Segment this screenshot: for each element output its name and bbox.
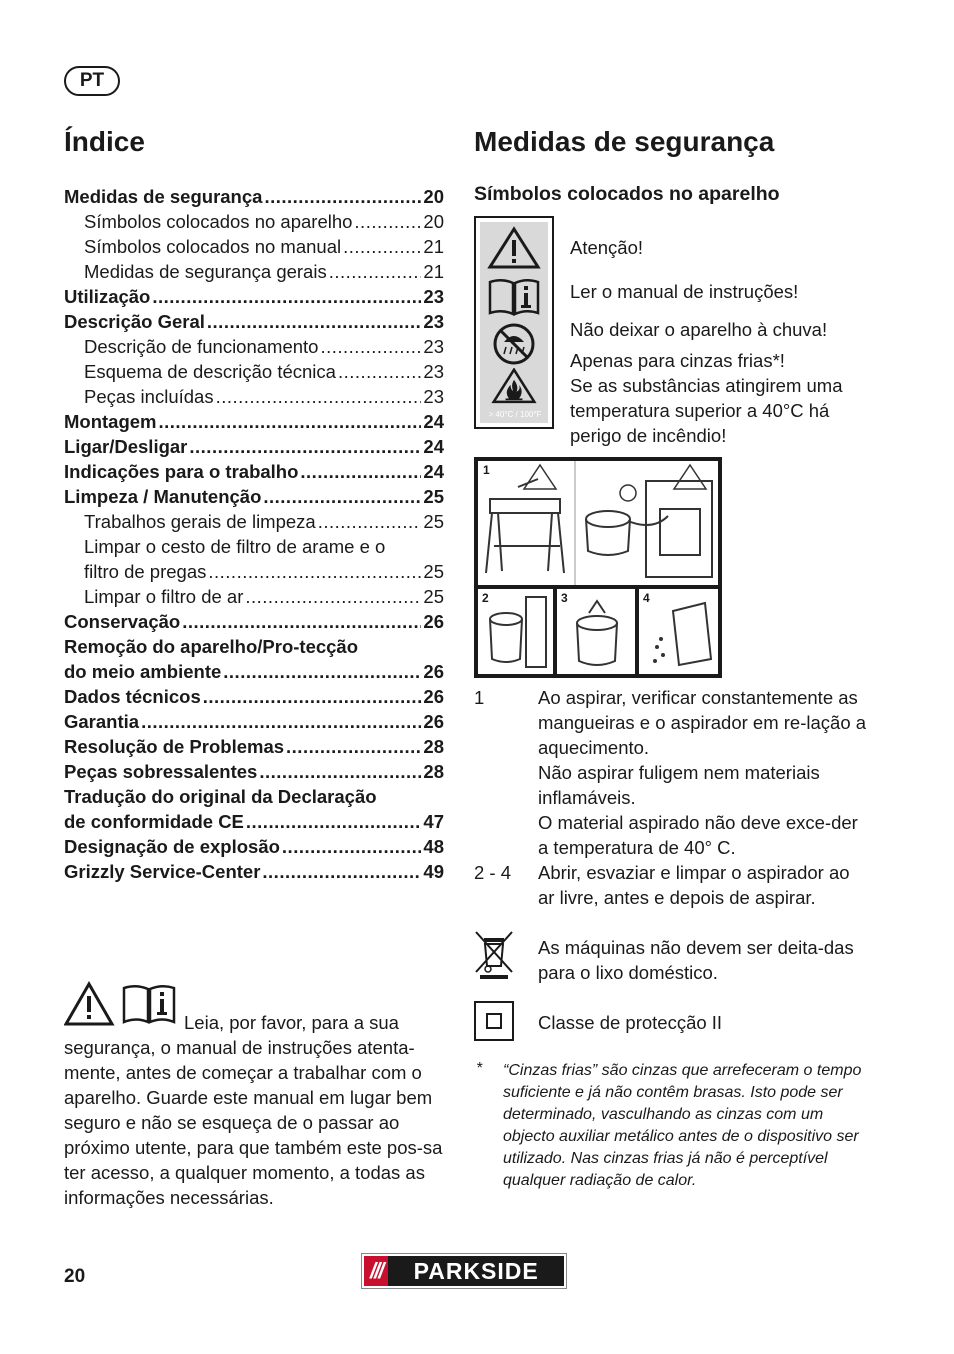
toc-entry-page: 20: [423, 186, 444, 207]
toc-entry: [64, 384, 444, 409]
logo-brand: PARKSIDE: [388, 1256, 564, 1286]
toc-leader-dots: [286, 734, 421, 759]
toc-entry-page: 24: [423, 436, 444, 457]
toc-entry: [64, 284, 444, 309]
toc-entry: [64, 734, 444, 759]
toc-leader-dots: [152, 284, 421, 309]
symbol-text-no-rain: Não deixar o aparelho à chuva!: [570, 319, 828, 340]
toc-entry: [64, 484, 444, 509]
toc-entry-label: Peças sobressalentes: [64, 761, 258, 782]
toc-entry-page: 21: [423, 236, 444, 257]
toc-leader-dots: [203, 684, 422, 709]
toc-entry-page: 25: [423, 486, 444, 507]
toc-entry-label: do meio ambiente: [64, 661, 222, 682]
toc-leader-dots: [245, 584, 421, 609]
toc-entry: [64, 409, 444, 434]
symbol-text-cold-ashes: Apenas para cinzas frias*! Se as substâncias atingirem uma temperatura superior a 40°C há perigo de incêndio!: [570, 350, 843, 446]
toc-entry-page: 26: [423, 661, 444, 682]
toc-entry-page: 26: [423, 611, 444, 632]
toc-entry-page: 20: [423, 211, 444, 232]
toc-title: Índice: [64, 126, 145, 157]
toc-entry: [64, 234, 444, 259]
illustration-panel-4: 4: [639, 589, 718, 674]
toc-entry: [64, 259, 444, 284]
toc-leader-dots: [343, 234, 421, 259]
read-manual-icon: [486, 274, 542, 318]
safety-title: Medidas de segurança: [474, 126, 775, 157]
toc-leader-dots: [320, 334, 421, 359]
toc-entry-page: 25: [423, 511, 444, 532]
toc-entry-label: Tradução do original da Declaração: [64, 786, 377, 807]
crossed-bin-icon: [474, 930, 514, 980]
toc-leader-dots: [246, 809, 422, 834]
illustration-panel-1: 1: [478, 461, 718, 585]
toc-entry-label: Símbolos colocados no manual: [84, 236, 342, 257]
toc-entry-page: 26: [423, 711, 444, 732]
toc-entry-label: Utilização: [64, 286, 151, 307]
toc-entry: [64, 359, 444, 384]
toc-entry-label: Ligar/Desligar: [64, 436, 188, 457]
page-number: 20: [64, 1266, 86, 1287]
toc-entry-label: Medidas de segurança: [64, 186, 263, 207]
toc-entry-label: Grizzly Service-Center: [64, 861, 261, 882]
toc-entry-label: Limpar o filtro de ar: [84, 586, 244, 607]
toc-entry: [64, 534, 444, 559]
toc-entry: [64, 759, 444, 784]
toc-entry-page: 21: [423, 261, 444, 282]
toc-entry-label: Indicações para o trabalho: [64, 461, 299, 482]
toc-entry: [64, 659, 444, 684]
symbol-text-read-manual: Ler o manual de instruções!: [570, 281, 799, 302]
toc-entry-page: 25: [423, 561, 444, 582]
toc-entry-label: Designação de explosão: [64, 836, 280, 857]
toc-entry-label: Remoção do aparelho/Pro-tecção: [64, 636, 359, 657]
toc-entry-label: Limpar o cesto de filtro de arame e o: [84, 536, 386, 557]
toc-entry-label: Trabalhos gerais de limpeza: [84, 511, 316, 532]
toc-entry-page: 47: [423, 811, 444, 832]
toc-leader-dots: [338, 359, 421, 384]
toc-entry-label: de conformidade CE: [64, 811, 244, 832]
footnote-marker: *: [476, 1060, 483, 1077]
table-of-contents: [64, 184, 444, 884]
toc-entry: [64, 559, 444, 584]
toc-entry-label: Descrição de funcionamento: [84, 336, 319, 357]
toc-entry: [64, 834, 444, 859]
toc-entry-label: Garantia: [64, 711, 140, 732]
note-number-1: 1: [474, 687, 485, 708]
toc-entry-page: 24: [423, 411, 444, 432]
usage-illustration: [474, 457, 722, 678]
toc-entry-page: 23: [423, 336, 444, 357]
toc-entry: [64, 784, 444, 809]
toc-entry-page: 26: [423, 686, 444, 707]
toc-entry: [64, 709, 444, 734]
toc-entry-page: 28: [423, 761, 444, 782]
protection-class-text: Classe de protecção II: [538, 1012, 723, 1033]
note-number-2-4: 2 - 4: [474, 862, 512, 883]
toc-entry-page: 23: [423, 286, 444, 307]
note-text-1: Ao aspirar, verificar constantemente as mangueiras e o aspirador em re-lação a aquecimento. Não aspirar fuligem nem materiais inflamáveis. O material aspirado não deve exce-der a temperatura de 40° C.: [538, 687, 867, 858]
device-symbols-strip: [474, 216, 554, 429]
toc-entry: [64, 584, 444, 609]
toc-leader-dots: [141, 709, 421, 734]
footnote-text: “Cinzas frias” são cinzas que arrefeceram o tempo suficiente e já não contêm brasas. Isto pode ser determinado, vasculhando as cinzas com um objecto auxiliar metálico antes de o dispositivo ser utilizado. Nas cinzas frias já não é perceptível qualquer radiação de calor.: [503, 1062, 862, 1189]
symbols-subtitle: Símbolos colocados no aparelho: [474, 183, 780, 205]
fire-hazard-icon: [486, 368, 542, 412]
toc-leader-dots: [259, 759, 421, 784]
toc-entry-label: Conservação: [64, 611, 181, 632]
warning-triangle-icon: [486, 226, 542, 270]
toc-entry: [64, 209, 444, 234]
toc-entry-label: Montagem: [64, 411, 157, 432]
toc-entry: [64, 809, 444, 834]
toc-entry-label: filtro de pregas: [84, 561, 207, 582]
toc-entry: [64, 859, 444, 884]
toc-entry-label: Resolução de Problemas: [64, 736, 285, 757]
toc-leader-dots: [282, 834, 422, 859]
toc-leader-dots: [263, 484, 421, 509]
toc-entry-label: Esquema de descrição técnica: [84, 361, 336, 382]
toc-leader-dots: [264, 184, 421, 209]
toc-entry-page: 23: [423, 361, 444, 382]
toc-entry: [64, 459, 444, 484]
toc-entry-page: 25: [423, 586, 444, 607]
toc-entry-page: 23: [423, 311, 444, 332]
note-text-2-4: Abrir, esvaziar e limpar o aspirador ao ar livre, antes e depois de aspirar.: [538, 862, 850, 908]
toc-leader-dots: [189, 434, 421, 459]
symbol-text-attention: Atenção!: [570, 237, 644, 258]
temperature-label: > 40°C / 100°F: [488, 410, 542, 419]
toc-leader-dots: [262, 859, 421, 884]
toc-leader-dots: [300, 459, 421, 484]
no-rain-icon: [486, 322, 542, 366]
toc-leader-dots: [318, 509, 422, 534]
toc-entry-label: Descrição Geral: [64, 311, 205, 332]
toc-entry: [64, 609, 444, 634]
toc-entry: [64, 434, 444, 459]
language-badge: PT: [64, 66, 120, 96]
read-manual-warning: Leia, por favor, para a sua segurança, o manual de instruções atenta-mente, antes de começar a trabalhar com o aparelho. Guarde este manual em lugar bem seguro e não se esqueça de o passar ao próximo utente, para que também este pos-sa ter acesso, a qualquer momento, a todas as informações necessárias.: [64, 1012, 443, 1208]
toc-leader-dots: [329, 259, 422, 284]
weee-text: As máquinas não devem ser deita-das para o lixo doméstico.: [538, 937, 854, 983]
toc-entry-label: Peças incluídas: [84, 386, 214, 407]
toc-entry: [64, 309, 444, 334]
toc-leader-dots: [182, 609, 421, 634]
toc-leader-dots: [208, 559, 421, 584]
toc-entry-page: 24: [423, 461, 444, 482]
toc-entry-label: Dados técnicos: [64, 686, 201, 707]
toc-entry-label: Limpeza / Manutenção: [64, 486, 262, 507]
toc-leader-dots: [207, 309, 422, 334]
toc-entry-page: 49: [423, 861, 444, 882]
parkside-logo: [362, 1254, 566, 1288]
illustration-panel-3: 3: [557, 589, 635, 674]
toc-entry: [64, 334, 444, 359]
toc-entry: [64, 509, 444, 534]
logo-slashes: ///: [370, 1258, 383, 1283]
toc-entry: [64, 184, 444, 209]
toc-entry-page: 48: [423, 836, 444, 857]
toc-entry-page: 28: [423, 736, 444, 757]
toc-leader-dots: [223, 659, 421, 684]
toc-entry-label: Medidas de segurança gerais: [84, 261, 327, 282]
toc-leader-dots: [216, 384, 422, 409]
toc-entry-page: 23: [423, 386, 444, 407]
illustration-panel-2: 2: [478, 589, 553, 674]
toc-entry: [64, 684, 444, 709]
toc-leader-dots: [354, 209, 421, 234]
toc-leader-dots: [159, 409, 422, 434]
toc-entry: [64, 634, 444, 659]
toc-entry-label: Símbolos colocados no aparelho: [84, 211, 353, 232]
protection-class-ii-icon: [474, 1001, 514, 1041]
